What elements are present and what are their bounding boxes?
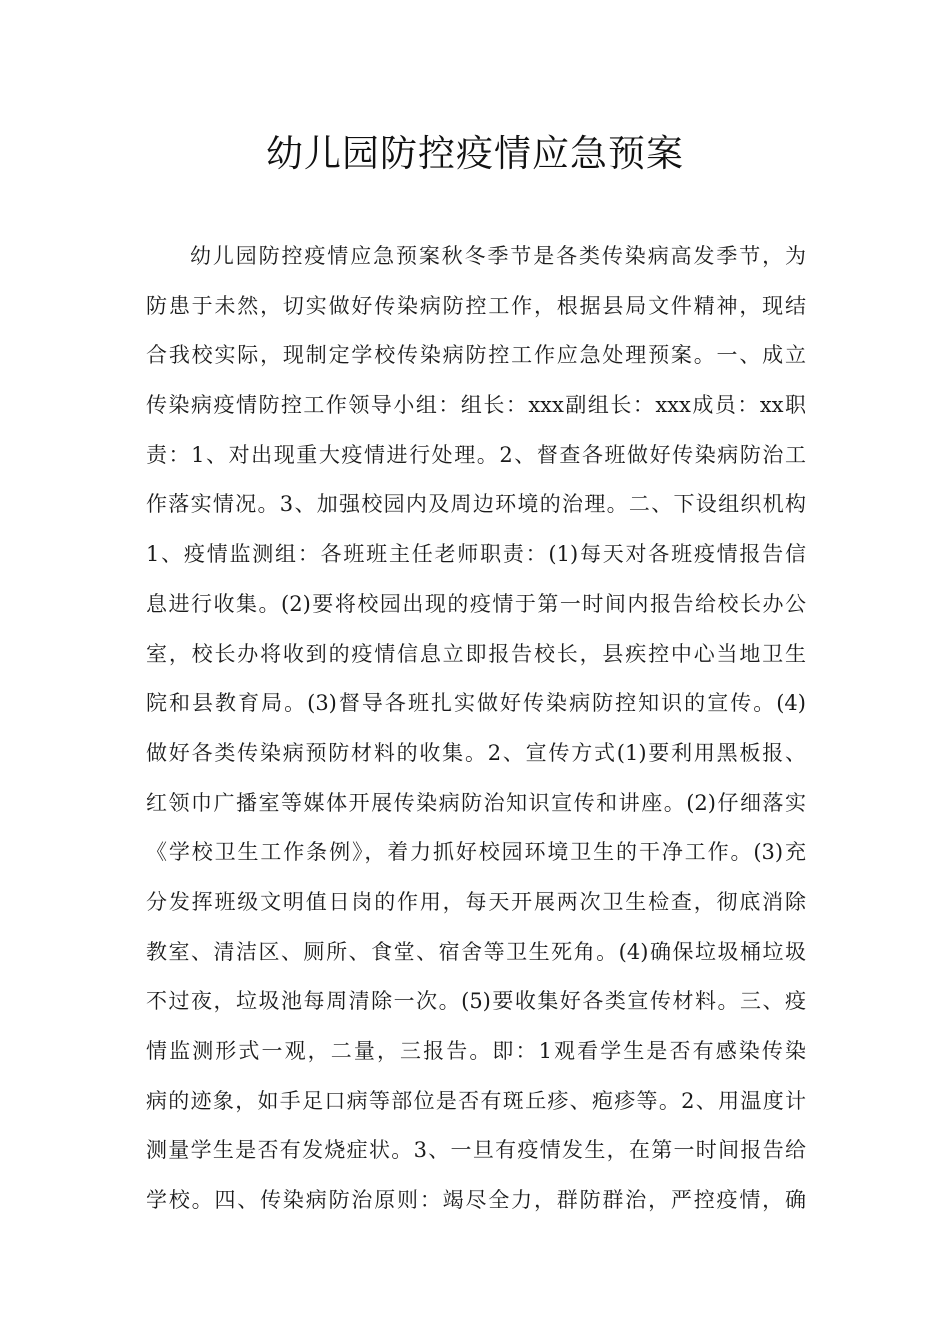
body-line: 情监测形式一观，二量，三报告。即：1观看学生是否有感染传染	[146, 1039, 806, 1063]
body-line: 《学校卫生工作条例》，着力抓好校园环境卫生的干净工作。(3)充	[146, 840, 806, 865]
body-line: 不过夜，垃圾池每周清除一次。(5)要收集好各类宣传材料。三、疫	[146, 989, 806, 1014]
body-line: 息进行收集。(2)要将校园出现的疫情于第一时间内报告给校长办公	[146, 591, 806, 616]
body-line: 作落实情况。3、加强校园内及周边环境的治理。二、下设组织机构	[146, 492, 806, 517]
body-line: 合我校实际，现制定学校传染病防控工作应急处理预案。一、成立	[146, 343, 806, 368]
body-line: 教室、清洁区、厕所、食堂、宿舍等卫生死角。(4)确保垃圾桶垃圾	[146, 939, 806, 964]
body-line: 做好各类传染病预防材料的收集。2、宣传方式(1)要利用黑板报、	[146, 740, 806, 765]
body-line: 幼儿园防控疫情应急预案秋冬季节是各类传染病高发季节，为	[190, 244, 806, 268]
document-body	[146, 232, 806, 1226]
body-line: 室，校长办将收到的疫情信息立即报告校长，县疾控中心当地卫生	[146, 641, 806, 666]
body-line: 红领巾广播室等媒体开展传染病防治知识宣传和讲座。(2)仔细落实	[146, 790, 806, 815]
body-line: 病的迹象，如手足口病等部位是否有斑丘疹、疱疹等。2、用温度计	[146, 1088, 806, 1113]
body-line: 1、疫情监测组：各班班主任老师职责：(1)每天对各班疫情报告信	[146, 542, 806, 567]
body-line: 学校。四、传染病防治原则：竭尽全力，群防群治，严控疫情，确	[146, 1188, 806, 1213]
body-line: 分发挥班级文明值日岗的作用，每天开展两次卫生检查，彻底消除	[146, 889, 806, 914]
body-line: 院和县教育局。(3)督导各班扎实做好传染病防控知识的宣传。(4)	[146, 691, 806, 716]
document-title: 幼儿园防控疫情应急预案	[266, 132, 684, 175]
body-line: 防患于未然，切实做好传染病防控工作，根据县局文件精神，现结	[146, 293, 806, 318]
body-line: 测量学生是否有发烧症状。3、一旦有疫情发生，在第一时间报告给	[146, 1138, 806, 1163]
body-line: 责：1、对出现重大疫情进行处理。2、督查各班做好传染病防治工	[146, 442, 806, 467]
body-line: 传染病疫情防控工作领导小组：组长：xxx副组长：xxx成员：xx职	[146, 393, 806, 418]
